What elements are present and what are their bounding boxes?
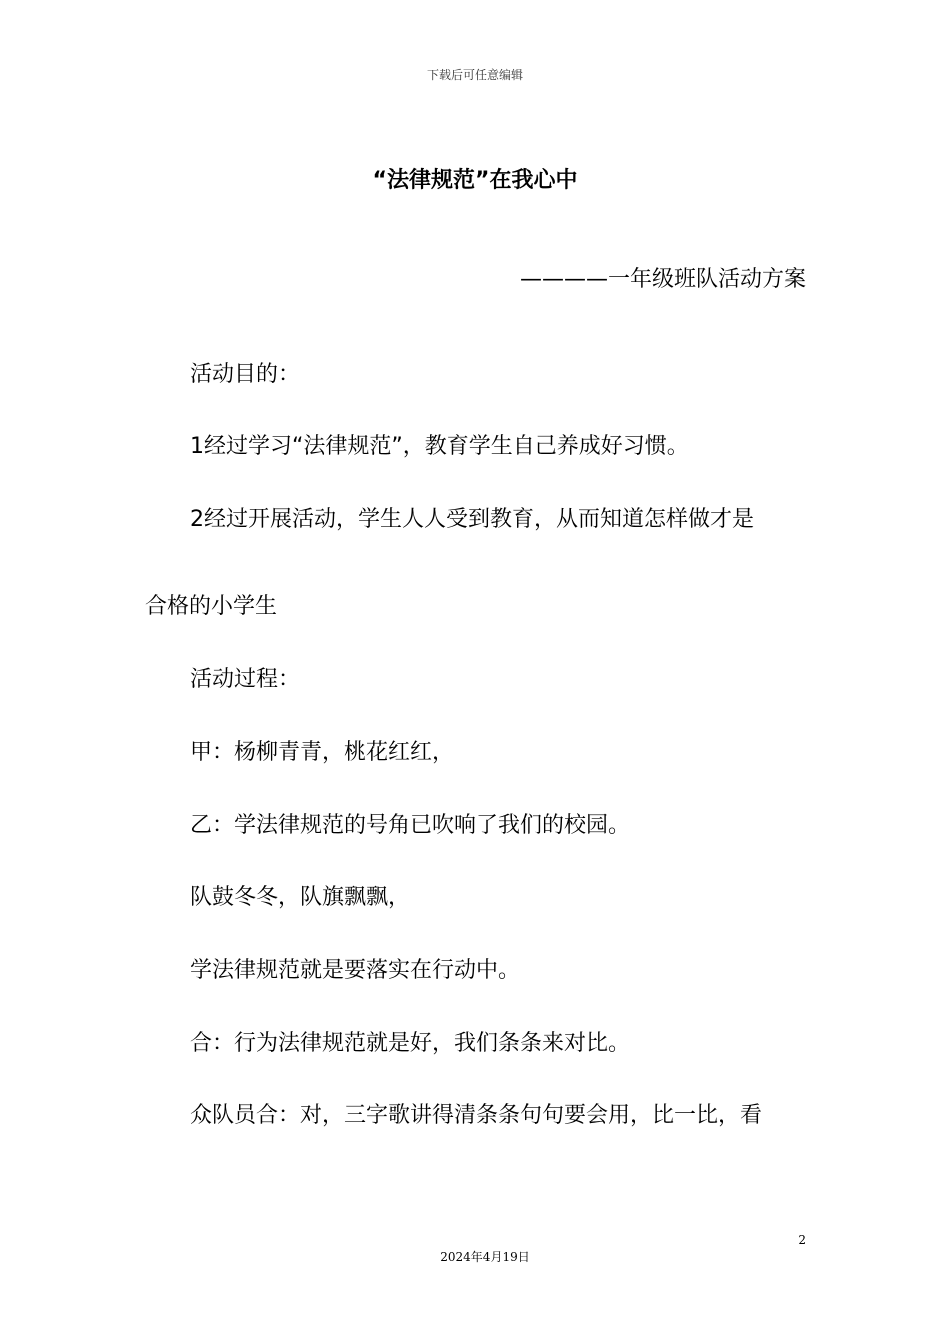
paragraph-activity-process-heading: 活动过程： [190,667,301,692]
paragraph-purpose-1: 1经过学习“法律规范”，教育学生自己养成好习惯。 [190,434,689,459]
paragraph-line-he: 合：行为法律规范就是好，我们条条来对比。 [190,1031,631,1056]
paragraph-line-action: 学法律规范就是要落实在行动中。 [190,958,521,983]
footer-date: 2024年4月19日 [440,1250,530,1264]
paragraph-activity-purpose-heading: 活动目的： [190,362,301,387]
document-subtitle: ————一年级班队活动方案 [519,267,806,292]
page-number: 2 [798,1233,806,1247]
paragraph-line-jia: 甲：杨柳青青，桃花红红， [190,740,455,765]
document-title: “法律规范”在我心中 [372,168,578,193]
paragraph-line-all-members: 众队员合：对，三字歌讲得清条条句句要会用，比一比，看 [190,1103,763,1128]
paragraph-purpose-2: 2经过开展活动，学生人人受到教育，从而知道怎样做才是 [190,507,754,532]
header-note: 下载后可任意编辑 [426,68,523,82]
paragraph-line-yi: 乙：学法律规范的号角已吹响了我们的校园。 [190,813,631,838]
paragraph-purpose-2-continued: 合格的小学生 [145,594,278,619]
paragraph-line-drums: 队鼓冬冬，队旗飘飘， [190,885,411,910]
